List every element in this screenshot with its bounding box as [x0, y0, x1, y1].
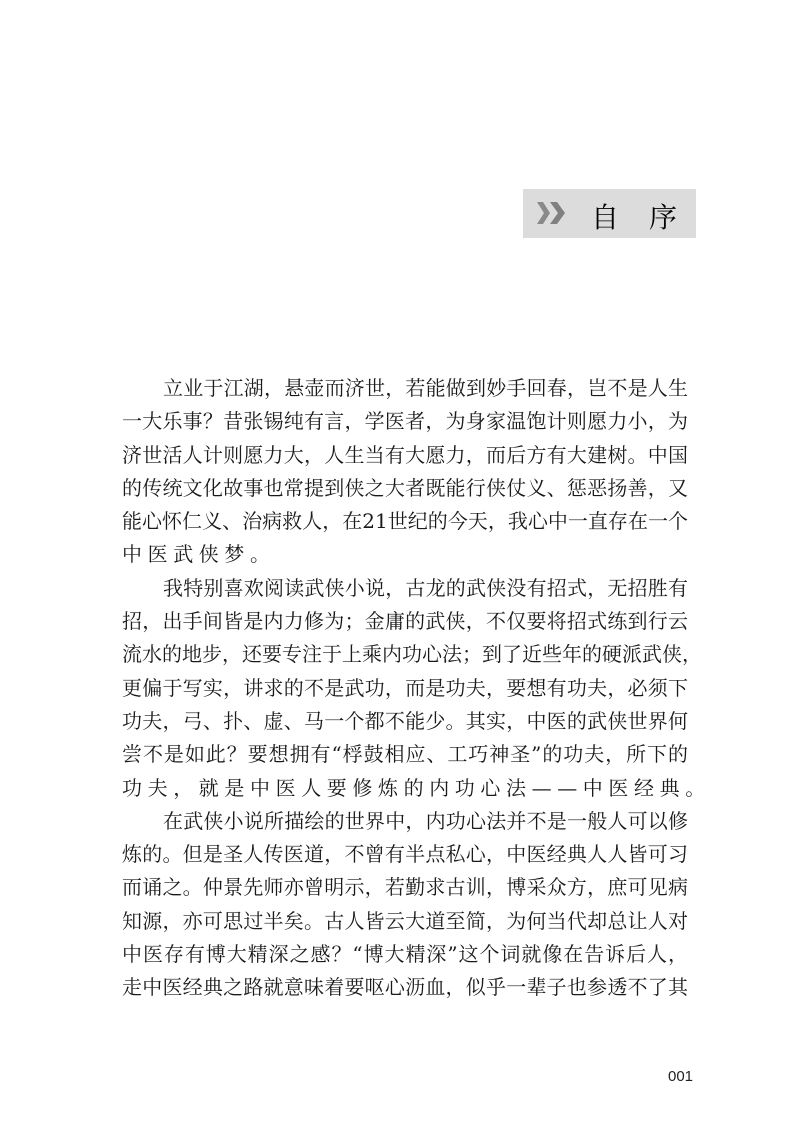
page-number: 001: [668, 1068, 694, 1085]
text-line: 尝不是如此？要想拥有“桴鼓相应、工巧神圣”的功夫，所下的: [122, 742, 688, 767]
text-line: 在武侠小说所描绘的世界中，内功心法并不是一般人可以修: [163, 808, 688, 833]
chapter-title: 自序: [591, 201, 708, 234]
chapter-title-box: [523, 189, 708, 238]
paragraph-3: [122, 805, 688, 1005]
text-line: 一大乐事？昔张锡纯有言，学医者，为身家温饱计则愿力小，为: [122, 409, 688, 434]
text-line: 更偏于写实，讲求的不是武功，而是功夫，要想有功夫，必须下: [122, 675, 688, 700]
text-line: 济世活人计则愿力大，人生当有大愿力，而后方有大建树。中国: [122, 442, 688, 467]
text-line: 能心怀仁义、治病救人，在21世纪的今天，我心中一直存在一个: [122, 509, 688, 534]
double-chevron-right-icon: [535, 199, 569, 227]
text-line: 的传统文化故事也常提到侠之大者既能行侠仗义、惩恶扬善，又: [122, 475, 688, 500]
text-line: 中医存有博大精深之感？“博大精深”这个词就像在告诉后人，: [122, 942, 688, 967]
paragraph-1: [122, 372, 688, 572]
text-line: 立业于江湖，悬壶而济世，若能做到妙手回春，岂不是人生: [163, 376, 688, 400]
text-line: 功夫，弓、扑、虚、马一个都不能少。其实，中医的武侠世界何: [122, 708, 688, 733]
text-line: 招，出手间皆是内力修为；金庸的武侠，不仅要将招式练到行云: [122, 609, 688, 634]
text-line: 走中医经典之路就意味着要呕心沥血，似乎一辈子也参透不了其: [122, 975, 688, 1000]
text-line: 而诵之。仲景先师亦曾明示，若勤求古训，博采众方，庶可见病: [122, 875, 688, 900]
text-line: 中医武侠梦。: [122, 542, 276, 567]
text-line: 炼的。但是圣人传医道，不曾有半点私心，中医经典人人皆可习: [122, 842, 688, 867]
body-text: [122, 372, 711, 1005]
text-line: 知源，亦可思过半矣。古人皆云大道至简，为何当代却总让人对: [122, 908, 688, 933]
text-line: 功夫，就是中医人要修炼的内功心法——中医经典。: [122, 775, 711, 800]
text-line: 我特别喜欢阅读武侠小说，古龙的武侠没有招式，无招胜有: [163, 575, 688, 600]
paragraph-2: [122, 572, 711, 805]
text-line: 流水的地步，还要专注于上乘内功心法；到了近些年的硬派武侠，: [122, 642, 702, 667]
